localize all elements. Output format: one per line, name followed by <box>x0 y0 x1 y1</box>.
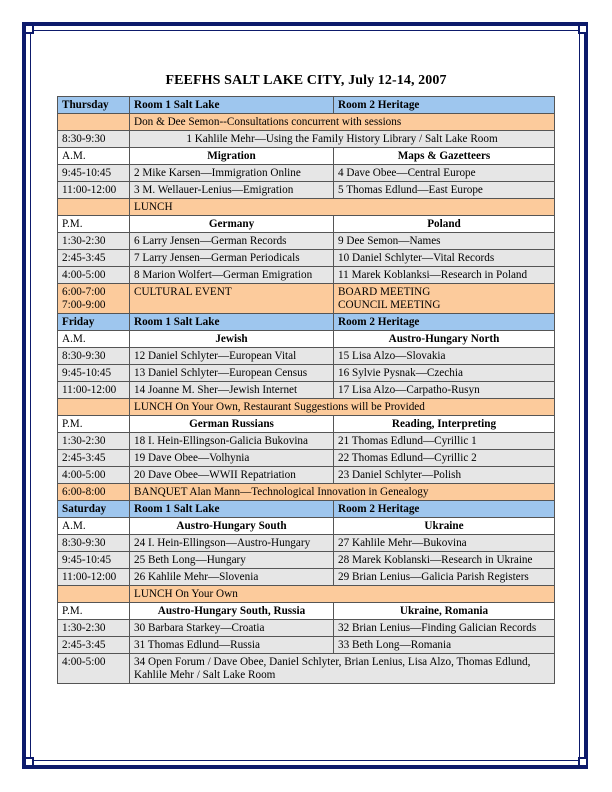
corner-ornament <box>578 757 588 767</box>
time-cell: 1:30-2:30 <box>58 620 130 637</box>
session-room1: 8 Marion Wolfert—German Emigration <box>130 267 334 284</box>
day-header-row <box>58 314 555 331</box>
session-span-cell: LUNCH On Your Own <box>130 586 555 603</box>
time-cell: 4:00-5:00 <box>58 467 130 484</box>
session-room2: 32 Brian Lenius—Finding Galician Records <box>334 620 555 637</box>
time-cell: Saturday <box>58 501 130 518</box>
time-cell: 9:45-10:45 <box>58 365 130 382</box>
time-cell: P.M. <box>58 216 130 233</box>
time-cell: Thursday <box>58 97 130 114</box>
schedule-row <box>58 484 555 501</box>
time-cell: 8:30-9:30 <box>58 348 130 365</box>
session-room1: 14 Joanne M. Sher—Jewish Internet <box>130 382 334 399</box>
session-room2: 27 Kahlile Mehr—Bukovina <box>334 535 555 552</box>
track-heading-room2: Ukraine, Romania <box>334 603 555 620</box>
session-room1: CULTURAL EVENT <box>130 284 334 314</box>
time-cell <box>58 399 130 416</box>
schedule-row <box>58 535 555 552</box>
schedule-row <box>58 433 555 450</box>
track-heading-room1: German Russians <box>130 416 334 433</box>
time-cell: P.M. <box>58 416 130 433</box>
track-heading-room1: Germany <box>130 216 334 233</box>
time-cell: 4:00-5:00 <box>58 267 130 284</box>
schedule-row <box>58 284 555 314</box>
schedule-row <box>58 148 555 165</box>
time-cell: 2:45-3:45 <box>58 450 130 467</box>
session-room2: 11 Marek Koblanksi—Research in Poland <box>334 267 555 284</box>
schedule-row <box>58 233 555 250</box>
time-cell: 11:00-12:00 <box>58 382 130 399</box>
schedule-row <box>58 382 555 399</box>
time-cell: 2:45-3:45 <box>58 637 130 654</box>
schedule-row <box>58 365 555 382</box>
time-cell: A.M. <box>58 331 130 348</box>
corner-ornament <box>578 24 588 34</box>
time-cell: P.M. <box>58 603 130 620</box>
day-header-row <box>58 97 555 114</box>
time-cell: 6:00-8:00 <box>58 484 130 501</box>
session-room2: 21 Thomas Edlund—Cyrillic 1 <box>334 433 555 450</box>
session-room2: 16 Sylvie Pysnak—Czechia <box>334 365 555 382</box>
time-cell: 9:45-10:45 <box>58 165 130 182</box>
session-span-cell: Don & Dee Semon--Consultations concurrent with sessions <box>130 114 555 131</box>
schedule-row <box>58 250 555 267</box>
schedule-row <box>58 450 555 467</box>
time-cell: 8:30-9:30 <box>58 131 130 148</box>
session-span-cell: LUNCH <box>130 199 555 216</box>
session-room1: 2 Mike Karsen—Immigration Online <box>130 165 334 182</box>
session-room1: 13 Daniel Schlyter—European Census <box>130 365 334 382</box>
time-cell <box>58 199 130 216</box>
track-heading-room2: Ukraine <box>334 518 555 535</box>
corner-ornament <box>24 24 34 34</box>
session-room1: Room 1 Salt Lake <box>130 97 334 114</box>
session-room2: 5 Thomas Edlund—East Europe <box>334 182 555 199</box>
session-room2: Room 2 Heritage <box>334 501 555 518</box>
time-cell: A.M. <box>58 518 130 535</box>
schedule-row <box>58 518 555 535</box>
session-span-cell: LUNCH On Your Own, Restaurant Suggestions will be Provided <box>130 399 555 416</box>
schedule-body <box>58 97 555 684</box>
session-room2: 15 Lisa Alzo—Slovakia <box>334 348 555 365</box>
schedule-row <box>58 267 555 284</box>
schedule-row <box>58 569 555 586</box>
schedule-row <box>58 399 555 416</box>
session-room1: Room 1 Salt Lake <box>130 314 334 331</box>
track-heading-room2: Reading, Interpreting <box>334 416 555 433</box>
schedule-row <box>58 182 555 199</box>
track-heading-room2: Austro-Hungary North <box>334 331 555 348</box>
track-heading-room1: Migration <box>130 148 334 165</box>
time-cell: 4:00-5:00 <box>58 654 130 684</box>
session-room2: 17 Lisa Alzo—Carpatho-Rusyn <box>334 382 555 399</box>
session-span-cell: 1 Kahlile Mehr—Using the Family History Library / Salt Lake Room <box>130 131 555 148</box>
day-header-row <box>58 501 555 518</box>
session-room1: 26 Kahlile Mehr—Slovenia <box>130 569 334 586</box>
schedule-row <box>58 654 555 684</box>
schedule-row <box>58 348 555 365</box>
schedule-row <box>58 216 555 233</box>
time-cell: A.M. <box>58 148 130 165</box>
schedule-row <box>58 165 555 182</box>
session-room1: 3 M. Wellauer-Lenius—Emigration <box>130 182 334 199</box>
schedule-row <box>58 586 555 603</box>
session-room1: 31 Thomas Edlund—Russia <box>130 637 334 654</box>
time-cell <box>58 586 130 603</box>
track-heading-room2: Poland <box>334 216 555 233</box>
session-room1: Room 1 Salt Lake <box>130 501 334 518</box>
session-room2: Room 2 Heritage <box>334 97 555 114</box>
session-room2: BOARD MEETING COUNCIL MEETING <box>334 284 555 314</box>
session-room1: 18 I. Hein-Ellingson-Galicia Bukovina <box>130 433 334 450</box>
schedule-row <box>58 114 555 131</box>
session-room1: 30 Barbara Starkey—Croatia <box>130 620 334 637</box>
track-heading-room2: Maps & Gazetteers <box>334 148 555 165</box>
schedule-row <box>58 416 555 433</box>
schedule-row <box>58 620 555 637</box>
schedule-row <box>58 331 555 348</box>
track-heading-room1: Jewish <box>130 331 334 348</box>
session-room1: 24 I. Hein-Ellingson—Austro-Hungary <box>130 535 334 552</box>
session-room2: Room 2 Heritage <box>334 314 555 331</box>
time-cell: 2:45-3:45 <box>58 250 130 267</box>
session-room1: 7 Larry Jensen—German Periodicals <box>130 250 334 267</box>
track-heading-room1: Austro-Hungary South, Russia <box>130 603 334 620</box>
session-room2: 22 Thomas Edlund—Cyrillic 2 <box>334 450 555 467</box>
session-room2: 4 Dave Obee—Central Europe <box>334 165 555 182</box>
session-room2: 10 Daniel Schlyter—Vital Records <box>334 250 555 267</box>
session-room2: 33 Beth Long—Romania <box>334 637 555 654</box>
schedule-table <box>57 96 555 684</box>
schedule-row <box>58 603 555 620</box>
session-room1: 6 Larry Jensen—German Records <box>130 233 334 250</box>
session-room2: 9 Dee Semon—Names <box>334 233 555 250</box>
time-cell: Friday <box>58 314 130 331</box>
session-span-cell: BANQUET Alan Mann—Technological Innovation in Genealogy <box>130 484 555 501</box>
time-cell <box>58 114 130 131</box>
session-room1: 12 Daniel Schlyter—European Vital <box>130 348 334 365</box>
time-cell: 6:00-7:00 7:00-9:00 <box>58 284 130 314</box>
time-cell: 11:00-12:00 <box>58 182 130 199</box>
session-room1: 20 Dave Obee—WWII Repatriation <box>130 467 334 484</box>
time-cell: 8:30-9:30 <box>58 535 130 552</box>
time-cell: 11:00-12:00 <box>58 569 130 586</box>
time-cell: 1:30-2:30 <box>58 233 130 250</box>
schedule-row <box>58 467 555 484</box>
session-room2: 28 Marek Koblanski—Research in Ukraine <box>334 552 555 569</box>
schedule-row <box>58 131 555 148</box>
schedule-row <box>58 552 555 569</box>
schedule-row <box>58 199 555 216</box>
page-title: FEEFHS SALT LAKE CITY, July 12-14, 2007 <box>165 73 447 88</box>
session-room2: 23 Daniel Schlyter—Polish <box>334 467 555 484</box>
schedule-row <box>58 637 555 654</box>
time-cell: 9:45-10:45 <box>58 552 130 569</box>
session-room1: 19 Dave Obee—Volhynia <box>130 450 334 467</box>
session-room1: 25 Beth Long—Hungary <box>130 552 334 569</box>
session-span-cell: 34 Open Forum / Dave Obee, Daniel Schlyter, Brian Lenius, Lisa Alzo, Thomas Edlund, Kahlile Mehr / Salt Lake Room <box>130 654 555 684</box>
corner-ornament <box>24 757 34 767</box>
track-heading-room1: Austro-Hungary South <box>130 518 334 535</box>
time-cell: 1:30-2:30 <box>58 433 130 450</box>
session-room2: 29 Brian Lenius—Galicia Parish Registers <box>334 569 555 586</box>
